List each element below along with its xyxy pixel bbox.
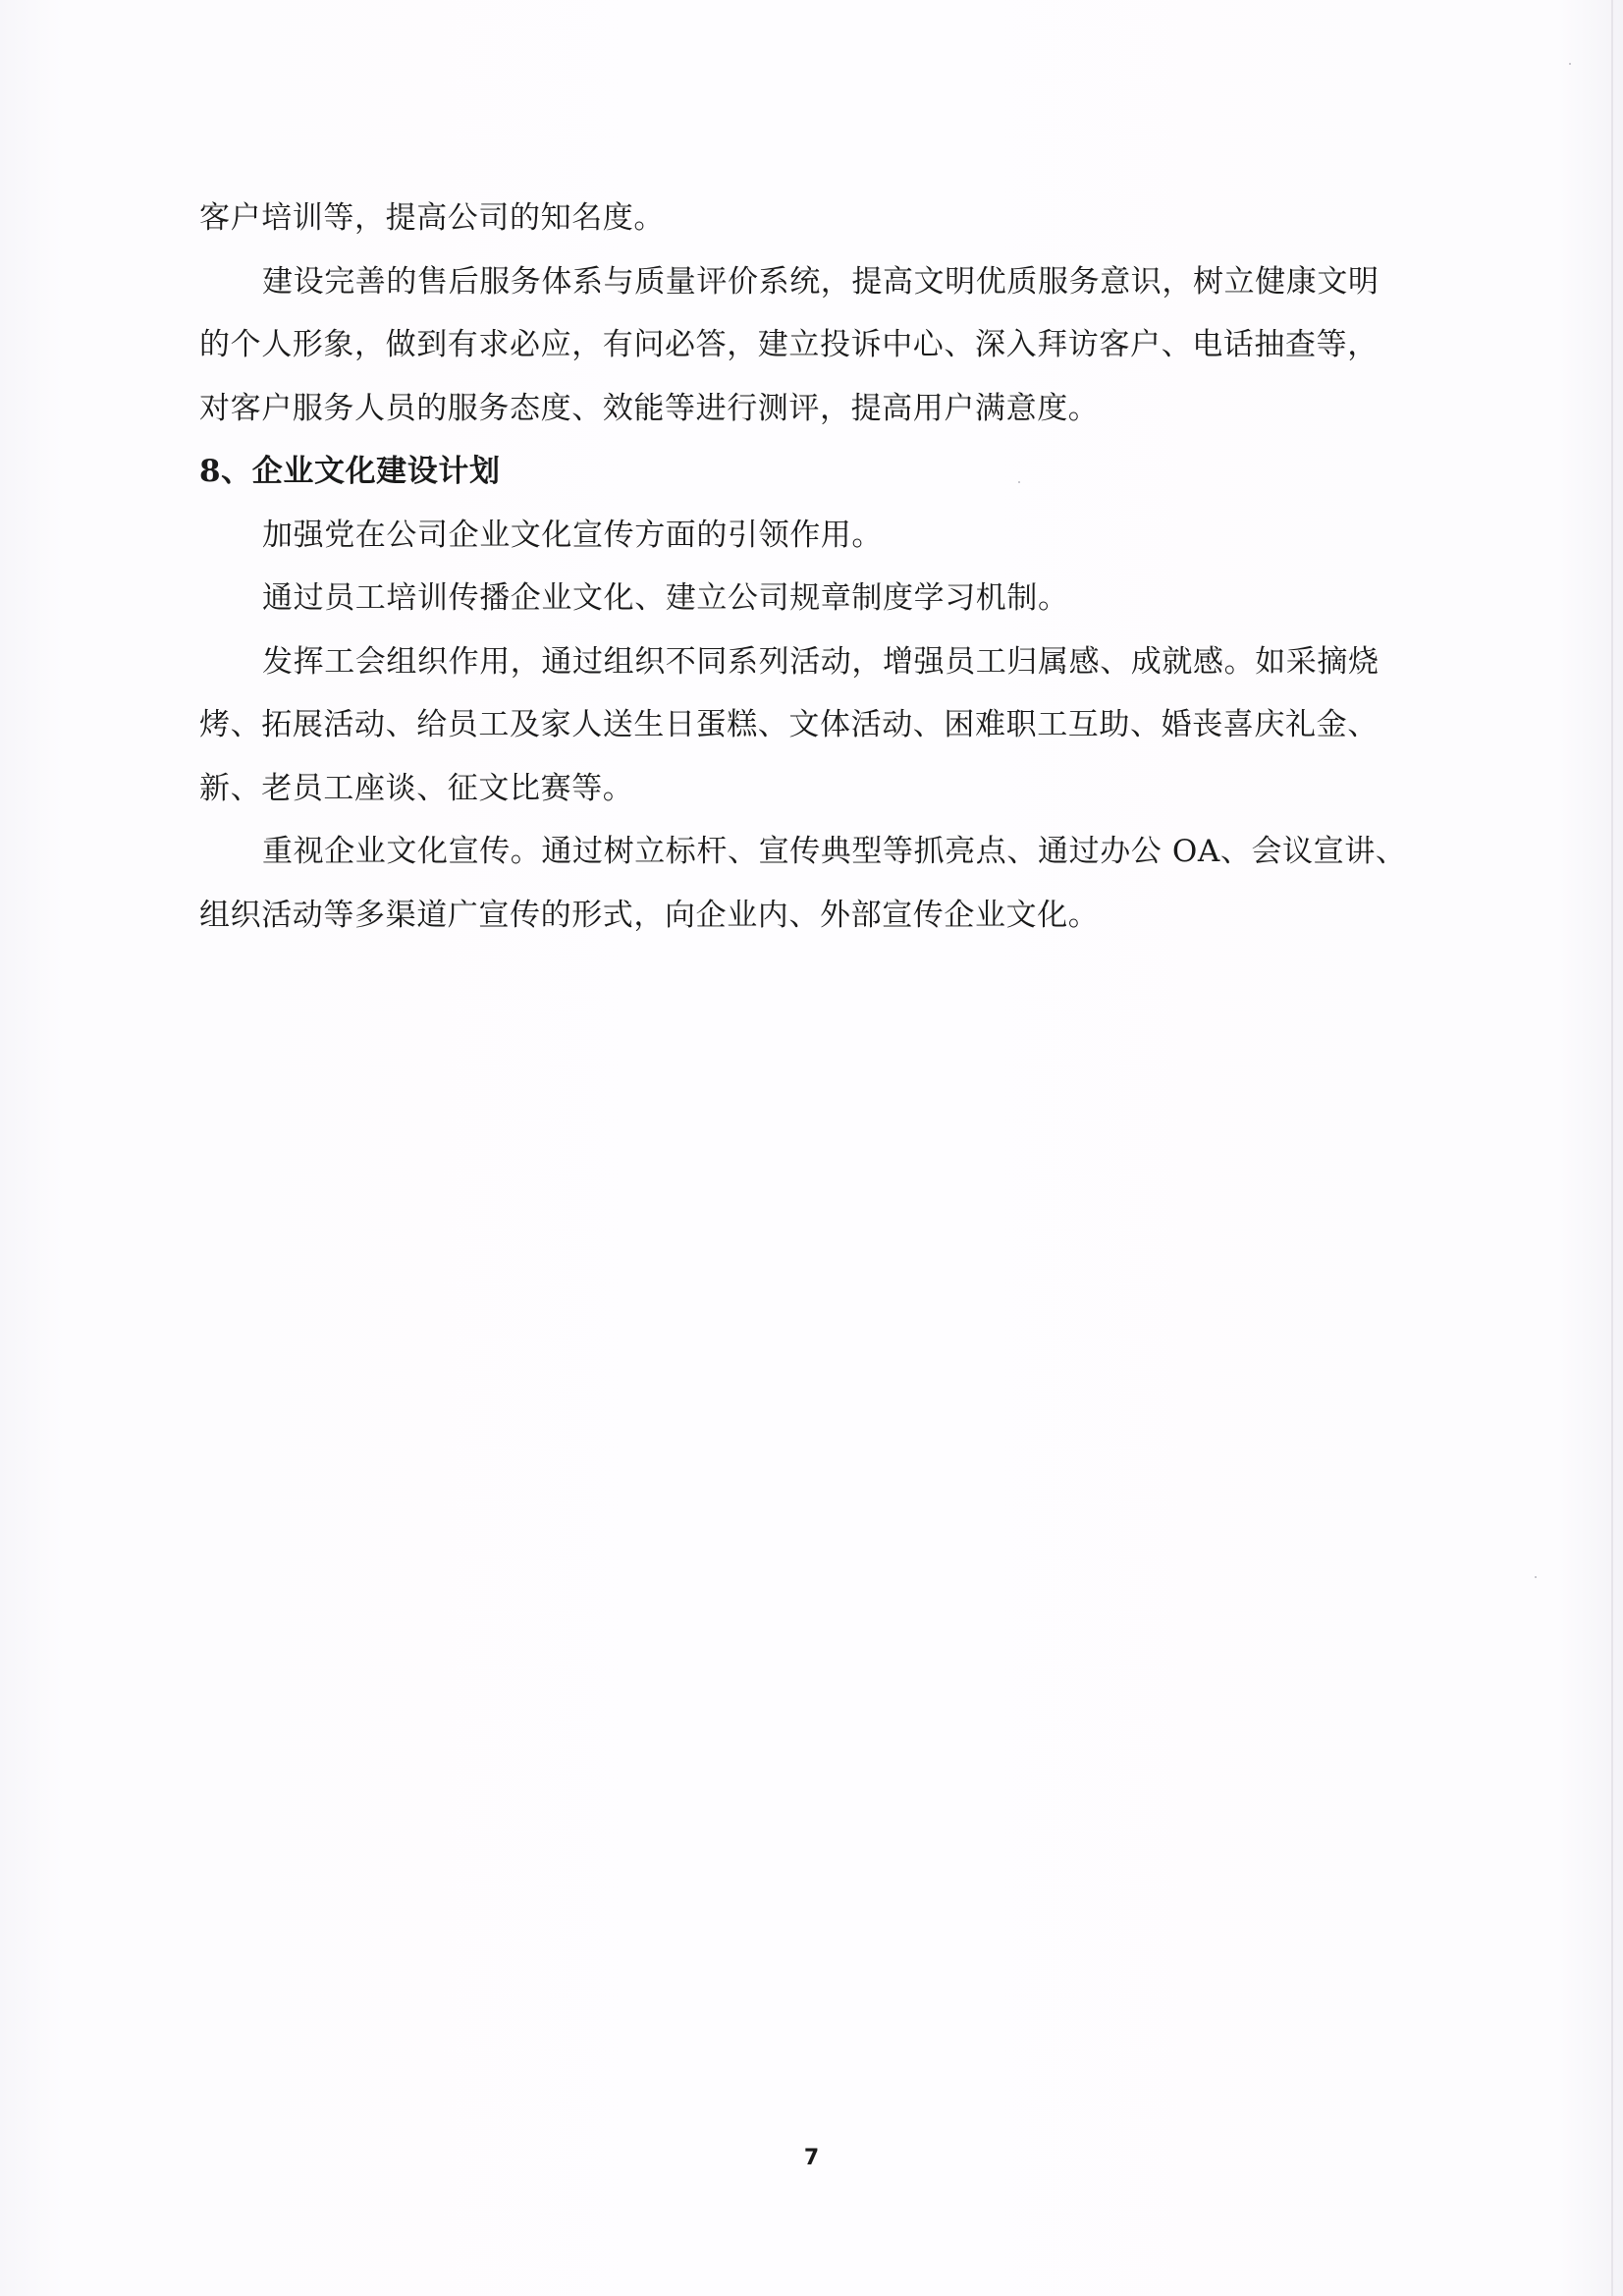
scan-speck bbox=[1569, 63, 1571, 65]
paragraph-line: 建设完善的售后服务体系与质量评价系统，提高文明优质服务意识，树立健康文明 bbox=[262, 263, 1380, 300]
paragraph-line: 新、老员工座谈、征文比赛等。 bbox=[199, 770, 634, 806]
paragraph-line: 重视企业文化宣传。通过树立标杆、宣传典型等抓亮点、通过办公 OA、会议宣讲、 bbox=[262, 834, 1407, 869]
document-body bbox=[199, 187, 1432, 947]
section-heading: 8、企业文化建设计划 bbox=[199, 454, 501, 489]
paragraph-line: 加强党在公司企业文化宣传方面的引领作用。 bbox=[262, 517, 883, 553]
scan-speck bbox=[1535, 1576, 1537, 1578]
page-number: 7 bbox=[803, 2146, 820, 2170]
paragraph-line: 烤、拓展活动、给员工及家人送生日蛋糕、文体活动、困难职工互助、婚丧喜庆礼金、 bbox=[199, 707, 1379, 742]
paragraph-line: 发挥工会组织作用，通过组织不同系列活动，增强员工归属感、成就感。如采摘烧 bbox=[262, 643, 1380, 680]
paragraph-line: 的个人形象，做到有求必应，有问必答，建立投诉中心、深入拜访客户、电话抽查等， bbox=[199, 327, 1379, 362]
paragraph-line: 对客户服务人员的服务态度、效能等进行测评，提高用户满意度。 bbox=[199, 390, 1100, 426]
paragraph-line: 客户培训等，提高公司的知名度。 bbox=[199, 200, 665, 236]
scan-edge bbox=[1611, 0, 1613, 2296]
paragraph-line: 通过员工培训传播企业文化、建立公司规章制度学习机制。 bbox=[262, 580, 1069, 616]
paragraph-line: 组织活动等多渠道广宣传的形式，向企业内、外部宣传企业文化。 bbox=[199, 897, 1100, 933]
